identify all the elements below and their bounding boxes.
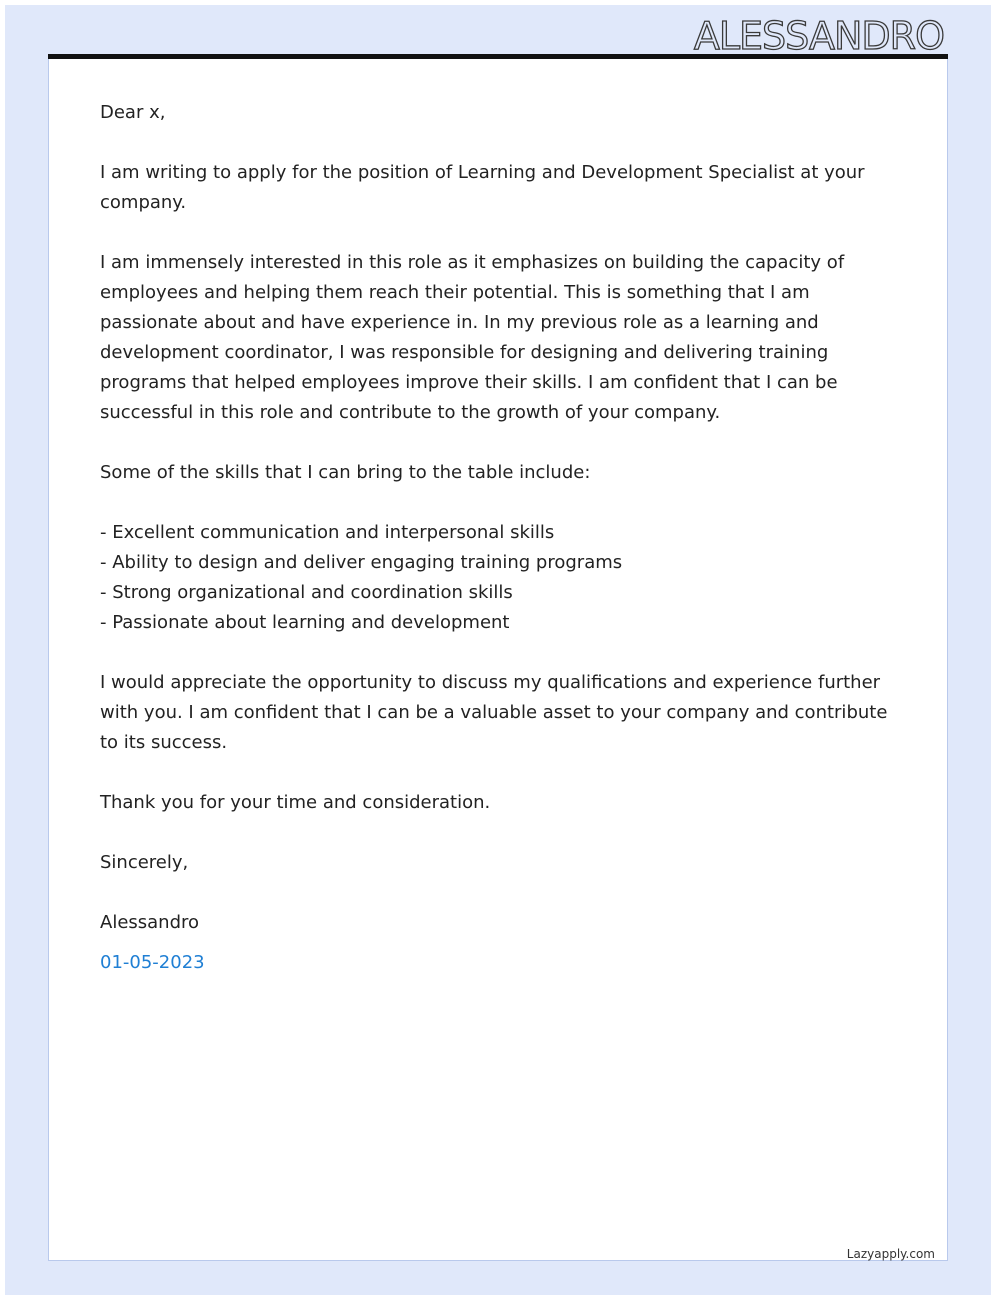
skill-item: - Strong organizational and coordination skills: [100, 582, 513, 603]
sign-off: Sincerely,: [100, 852, 189, 873]
thanks-line: Thank you for your time and consideration.: [100, 792, 491, 813]
body-paragraph: I am immensely interested in this role as it emphasizes on building the capacity of employees and helping them reach their potential. This is something that I am passionate about and have experience in. In my previous role as a learning and development coordinator, I was responsible for designing and delivering training programs that helped employees improve their skills. I am confident that I can be successful in this role and contribute to the growth of your company.: [100, 252, 845, 423]
signature-name: Alessandro: [100, 912, 200, 933]
header-name: ALESSANDRO: [693, 14, 944, 58]
closing-paragraph: I would appreciate the opportunity to discuss my qualifications and experience further with you. I am confident that I can be a valuable asset to your company and contribute to its success.: [100, 672, 888, 753]
intro-paragraph: I am writing to apply for the position of Learning and Development Specialist at your company.: [100, 162, 865, 213]
skill-item: - Ability to design and deliver engaging training programs: [100, 552, 623, 573]
skill-item: - Excellent communication and interpersonal skills: [100, 522, 555, 543]
letter-date: 01-05-2023: [100, 952, 205, 973]
footer-brand: Lazyapply.com: [846, 1247, 935, 1261]
salutation: Dear x,: [100, 102, 166, 123]
letter-body: [100, 98, 900, 978]
skill-item: - Passionate about learning and development: [100, 612, 510, 633]
skills-intro: Some of the skills that I can bring to the table include:: [100, 462, 591, 483]
skills-list: [100, 518, 900, 638]
